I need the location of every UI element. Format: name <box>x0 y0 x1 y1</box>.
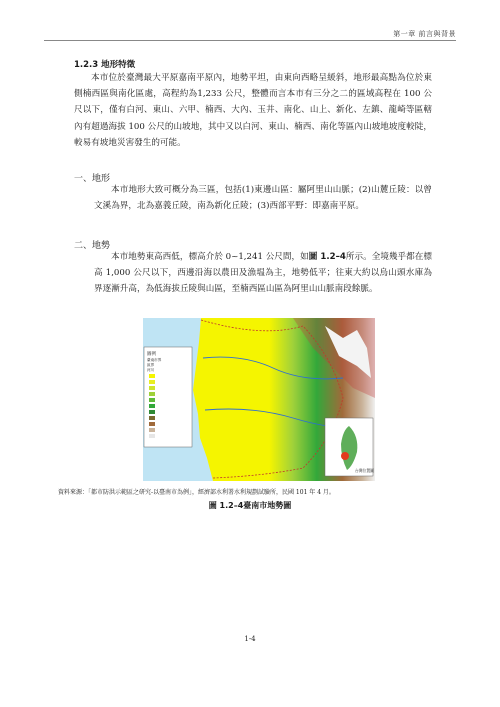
legend-swatch <box>149 380 155 384</box>
inset-location-marker <box>341 452 349 460</box>
page-number: 1-4 <box>244 635 256 643</box>
legend-swatch <box>149 386 155 390</box>
elevation-text-start: 本市地勢東高西低，標高介於 0~1,241 公尺間，如 <box>111 252 309 262</box>
legend-swatch <box>149 422 155 426</box>
elevation-map <box>143 318 375 481</box>
legend-item-city-boundary: 臺南市界 <box>147 358 162 362</box>
inset-label: 台灣位置圖 <box>355 468 374 473</box>
legend-swatch <box>149 398 155 402</box>
legend-swatch <box>149 404 155 408</box>
subsection-heading-elevation: 二、地勢 <box>74 241 111 251</box>
legend-title: 圖例 <box>147 352 156 357</box>
elevation-paragraph <box>94 249 432 298</box>
legend-swatch <box>149 374 155 378</box>
legend-swatch <box>149 428 155 432</box>
section-heading: 1.2.3 地形特徵 <box>74 60 136 70</box>
intro-paragraph: 本市位於臺灣最大平原嘉南平原內，地勢平坦，由東向西略呈緩斜，地形最高點為位於東側楠西區與南化區處，高程約為1,233 公尺，整體而言本市有三分之二的區域高程在 100 公尺以下，僅有白河、東山、六甲、楠西、大內、玉井、南化、山上、新化、左鎮、龍崎等區轄內有超過海拔 100 公尺的山坡地，其中又以白河、東山、楠西、南化等區內山坡地坡度較陡，較易有坡地災害發生的可能。 <box>74 73 432 148</box>
header-divider <box>44 40 456 41</box>
terrain-paragraph: 本市地形大致可概分為三區，包括(1)東邊山區：屬阿里山山脈；(2)山麓丘陵：以曾文溪為界，北為嘉義丘陵，南為新化丘陵；(3)西部平野：即嘉南平原。 <box>94 185 432 212</box>
elevation-map-graphic <box>143 318 375 481</box>
figure-source: 資料來源：「都市防洪示範區之研究-以臺南市為例」，經濟部水利署水利規劃試驗所，民國 101 年 4 月。 <box>58 489 335 496</box>
figure-reference: 圖 1.2–4 <box>308 252 346 262</box>
legend-item-district-boundary: 區界 <box>147 363 155 367</box>
legend-swatch <box>149 434 155 438</box>
elevation-text-end: 所示。全境幾乎都在標高 1,000 公尺以下，西邊沿海以農田及漁塭為主，地勢低平；往東大約以烏山頭水庫為界逐漸升高，為低海拔丘陵與山區，至楠西區山區為阿里山山脈南段餘脈。 <box>94 252 432 295</box>
subsection-heading-terrain: 一、地形 <box>74 174 111 184</box>
figure-caption: 圖 1.2–4臺南市地勢圖 <box>208 501 292 510</box>
chapter-header: 第一章 前言與背景 <box>393 30 456 38</box>
legend-swatch <box>149 410 155 414</box>
legend-swatch <box>149 416 155 420</box>
legend-item-river: 河川 <box>147 368 155 372</box>
legend-swatch <box>149 392 155 396</box>
